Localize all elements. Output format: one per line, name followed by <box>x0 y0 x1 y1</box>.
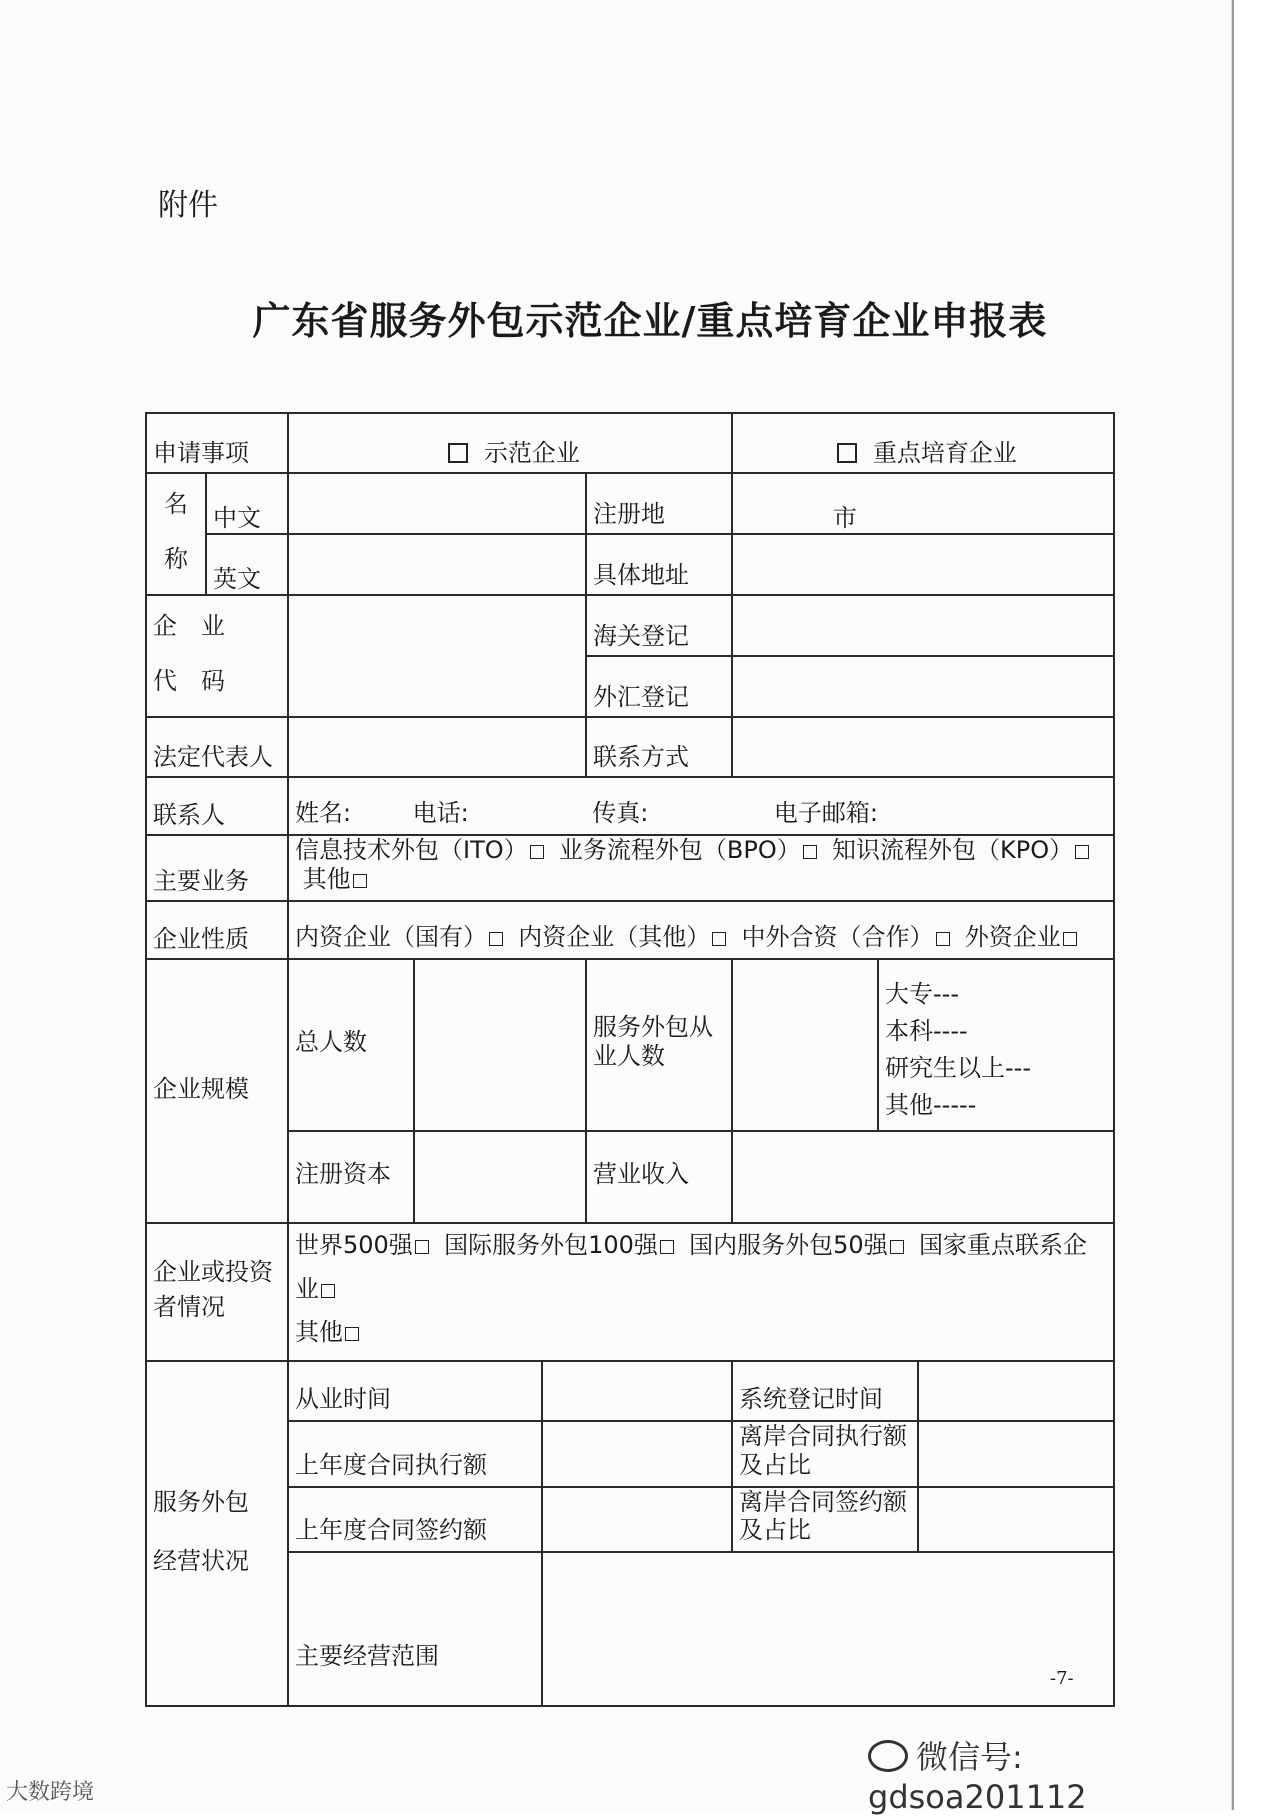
contact-method-label: 联系方式 <box>586 717 732 777</box>
nature-options[interactable]: 内资企业（国有） 内资企业（其他） 中外合资（合作） 外资企业 <box>288 901 1114 959</box>
checkbox-icon[interactable] <box>448 443 468 463</box>
name-en-field[interactable] <box>288 534 586 595</box>
watermark: 微信号: gdsoa201112 <box>868 1738 1087 1816</box>
name-cn-label: 中文 <box>206 473 288 534</box>
contact-label: 联系人 <box>146 777 288 835</box>
revenue-field[interactable] <box>732 1131 1114 1223</box>
operation-label: 服务外包 经营状况 <box>146 1361 288 1706</box>
customs-label: 海关登记 <box>586 595 732 656</box>
checkbox-icon[interactable] <box>415 1240 429 1254</box>
watermark-left: 大数跨境 <box>6 1780 95 1805</box>
page-number: -7- <box>1050 1668 1074 1689</box>
checkbox-icon[interactable] <box>321 1284 335 1298</box>
apply-option-key[interactable]: 重点培育企业 <box>732 413 1114 473</box>
contract-exec-field[interactable] <box>542 1421 732 1487</box>
reg-time-field[interactable] <box>918 1361 1114 1421</box>
contract-sign-field[interactable] <box>542 1487 732 1553</box>
investor-label: 企业或投资者情况 <box>146 1223 288 1361</box>
total-staff-label: 总人数 <box>288 959 414 1132</box>
contract-exec-label: 上年度合同执行额 <box>288 1421 542 1487</box>
name-label: 名 称 <box>146 473 206 595</box>
reg-place-label: 注册地 <box>586 473 732 534</box>
work-time-label: 从业时间 <box>288 1361 542 1421</box>
business-options[interactable]: 信息技术外包（ITO） 业务流程外包（BPO） 知识流程外包（KPO） 其他 <box>288 835 1114 901</box>
code-field[interactable] <box>288 595 586 717</box>
checkbox-icon[interactable] <box>353 874 367 888</box>
apply-option-demo[interactable]: 示范企业 <box>288 413 732 473</box>
address-label: 具体地址 <box>586 534 732 595</box>
so-staff-label: 服务外包从业人数 <box>586 959 732 1132</box>
checkbox-icon[interactable] <box>1075 845 1089 859</box>
customs-field[interactable] <box>732 595 1114 656</box>
checkbox-icon[interactable] <box>712 932 726 946</box>
offshore-exec-field[interactable] <box>918 1421 1114 1487</box>
work-time-field[interactable] <box>542 1361 732 1421</box>
scope-field[interactable] <box>542 1552 1114 1706</box>
contract-sign-label: 上年度合同签约额 <box>288 1487 542 1553</box>
address-field[interactable] <box>732 534 1114 595</box>
checkbox-icon[interactable] <box>530 845 544 859</box>
checkbox-icon[interactable] <box>837 443 857 463</box>
checkbox-icon[interactable] <box>660 1240 674 1254</box>
checkbox-icon[interactable] <box>489 932 503 946</box>
name-en-label: 英文 <box>206 534 288 595</box>
investor-options[interactable]: 世界500强 国际服务外包100强 国内服务外包50强 国家重点联系企业 其他 <box>288 1223 1114 1361</box>
offshore-exec-label: 离岸合同执行额及占比 <box>732 1421 918 1487</box>
reg-time-label: 系统登记时间 <box>732 1361 918 1421</box>
offshore-sign-field[interactable] <box>918 1487 1114 1553</box>
education-breakdown[interactable]: 大专--- 本科---- 研究生以上--- 其他----- <box>878 959 1114 1132</box>
scope-label: 主要经营范围 <box>288 1552 542 1706</box>
code-label: 企 业 代 码 <box>146 595 288 717</box>
checkbox-icon[interactable] <box>1063 932 1077 946</box>
checkbox-icon[interactable] <box>803 845 817 859</box>
contact-fields[interactable]: 姓名: 电话: 传真: 电子邮箱: <box>288 777 1114 835</box>
page-title: 广东省服务外包示范企业/重点培育企业申报表 <box>252 298 1048 343</box>
capital-label: 注册资本 <box>288 1131 414 1223</box>
wechat-icon <box>868 1740 908 1772</box>
offshore-sign-label: 离岸合同签约额及占比 <box>732 1487 918 1553</box>
page-edge <box>1232 0 1234 1810</box>
reg-place-field[interactable]: 市 <box>732 473 1114 534</box>
checkbox-icon[interactable] <box>936 932 950 946</box>
legal-rep-field[interactable] <box>288 717 586 777</box>
nature-label: 企业性质 <box>146 901 288 959</box>
legal-rep-label: 法定代表人 <box>146 717 288 777</box>
forex-field[interactable] <box>732 656 1114 717</box>
capital-field[interactable] <box>414 1131 586 1223</box>
so-staff-field[interactable] <box>732 959 878 1132</box>
forex-label: 外汇登记 <box>586 656 732 717</box>
business-label: 主要业务 <box>146 835 288 901</box>
checkbox-icon[interactable] <box>345 1327 359 1341</box>
apply-item-label: 申请事项 <box>146 413 288 473</box>
checkbox-icon[interactable] <box>890 1240 904 1254</box>
contact-method-field[interactable] <box>732 717 1114 777</box>
attachment-label: 附件 <box>158 188 218 223</box>
name-cn-field[interactable] <box>288 473 586 534</box>
application-form <box>145 412 1115 1707</box>
revenue-label: 营业收入 <box>586 1131 732 1223</box>
scale-label: 企业规模 <box>146 959 288 1224</box>
total-staff-field[interactable] <box>414 959 586 1132</box>
